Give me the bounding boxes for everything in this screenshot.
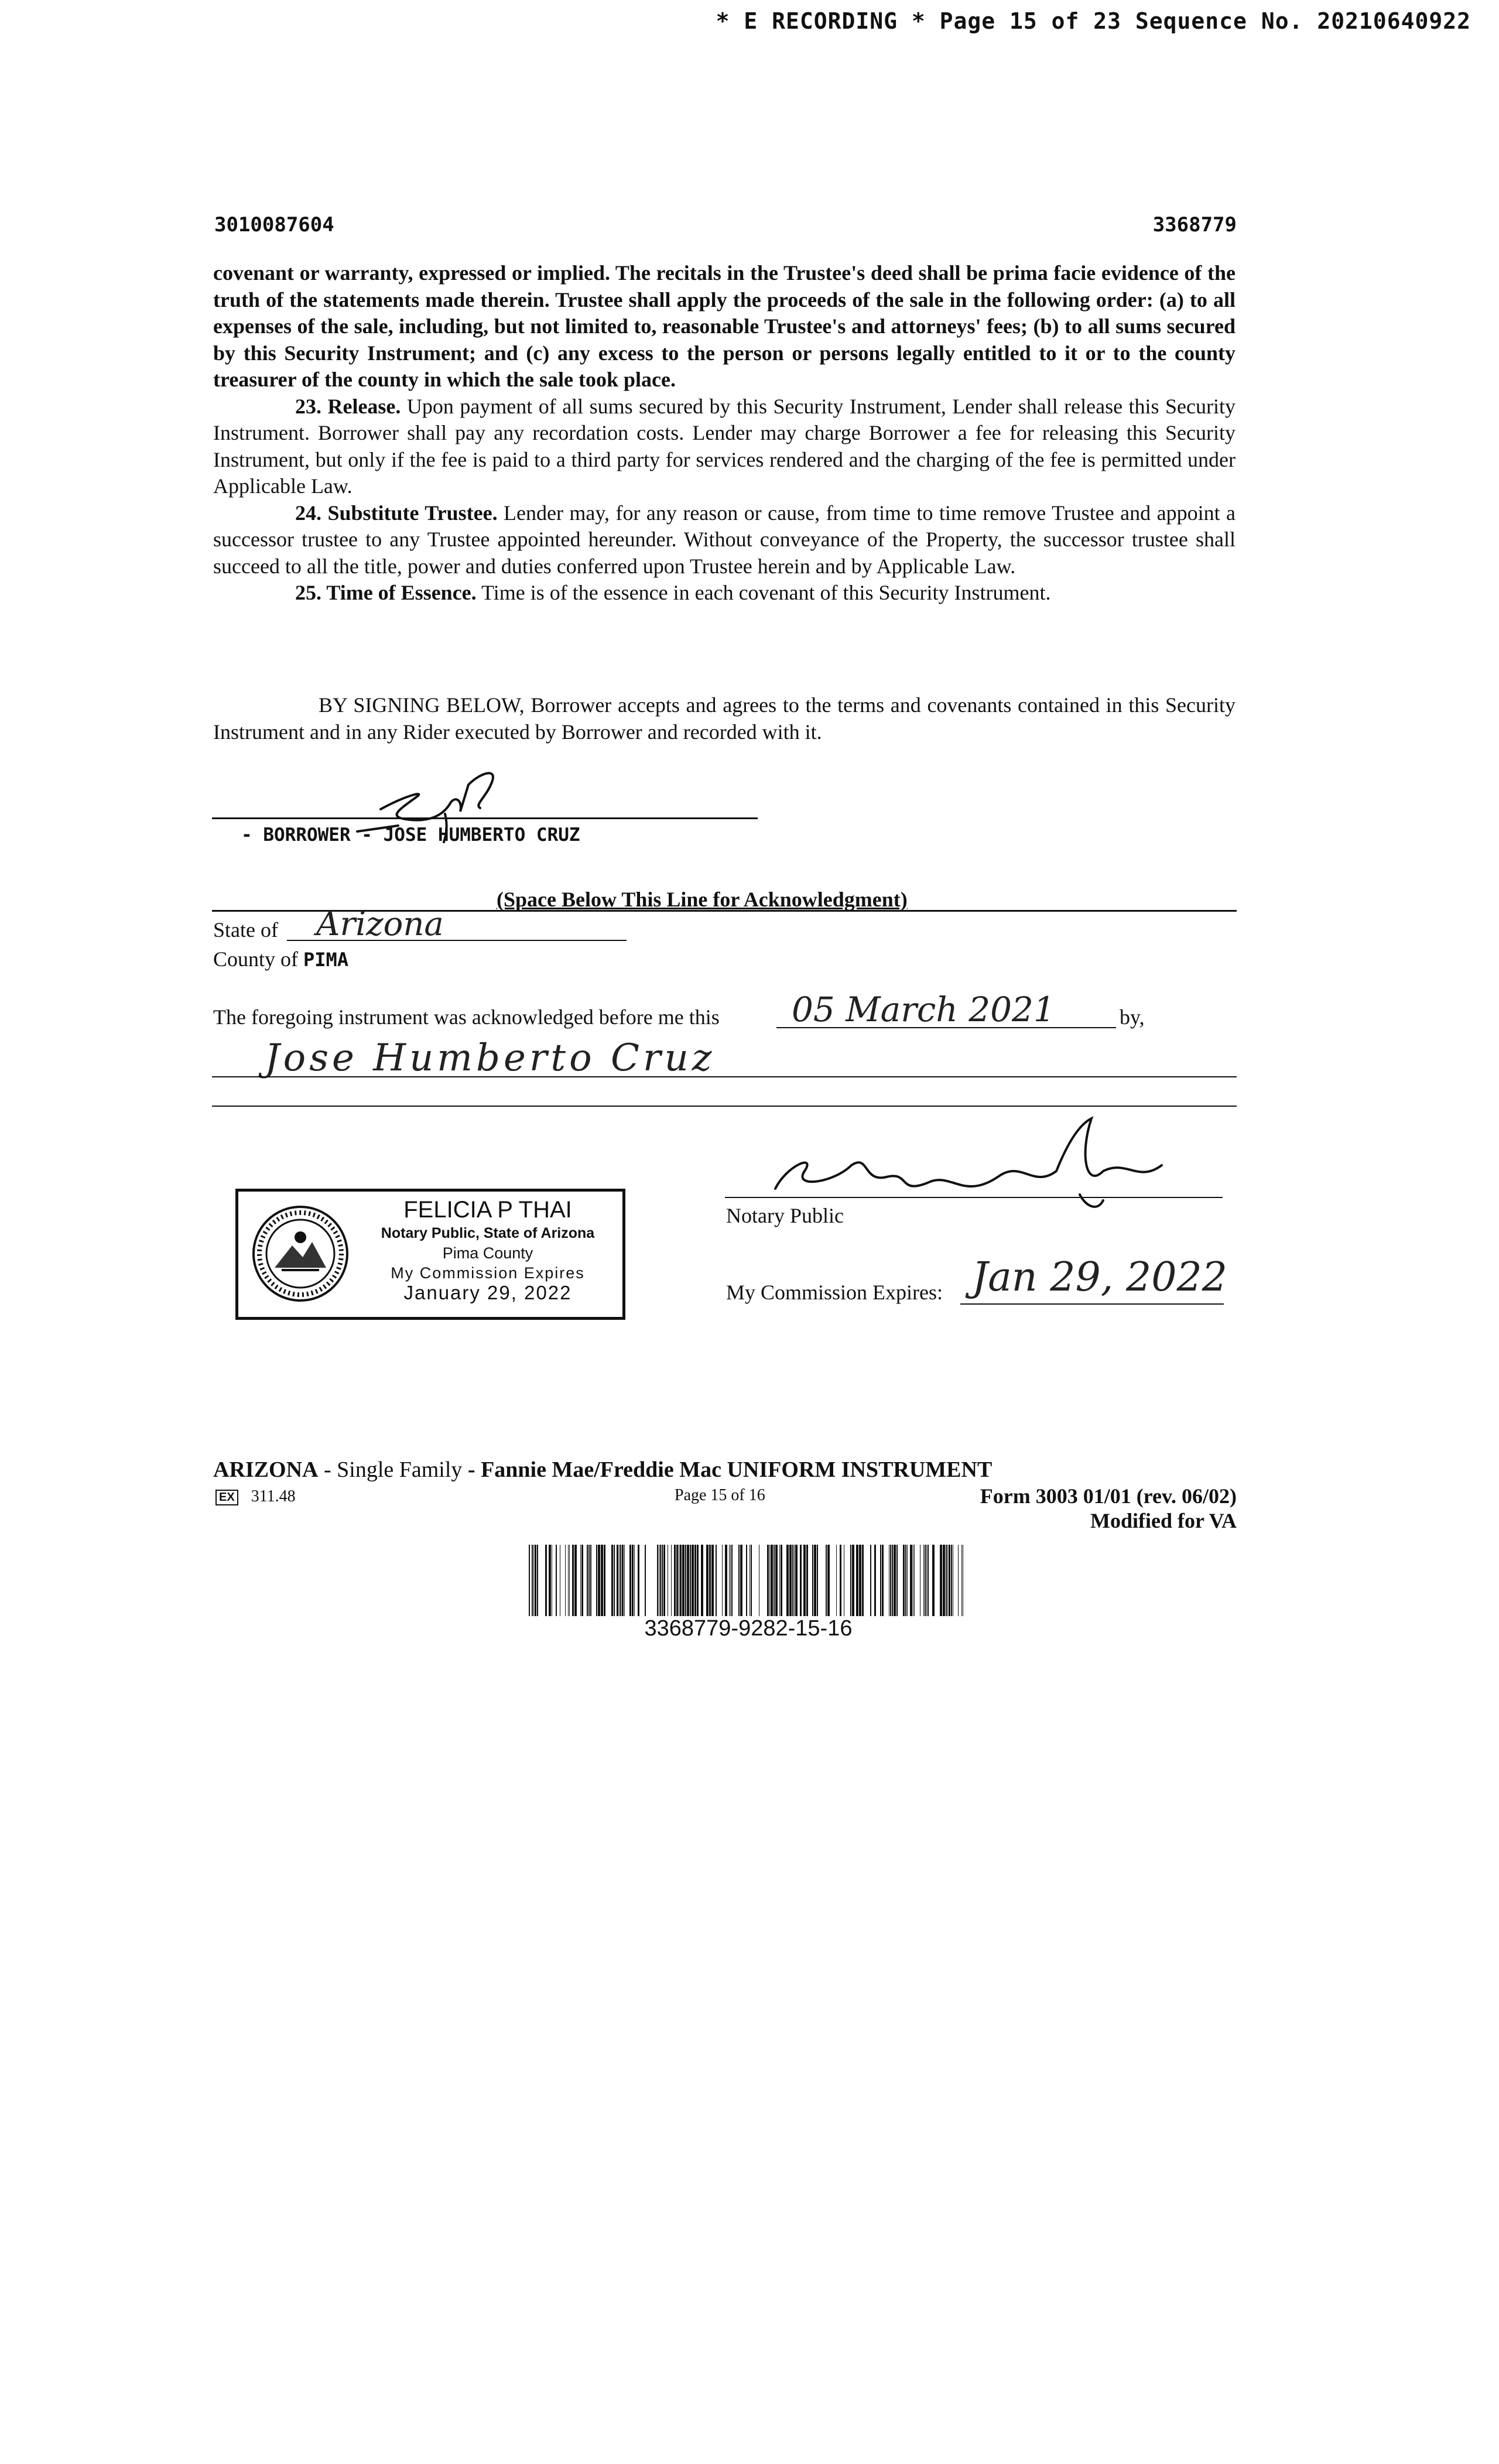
barcode-bar: [949, 1545, 950, 1616]
barcode-bar: [620, 1545, 621, 1616]
barcode-bar: [905, 1545, 906, 1616]
footer-form: Form 3003 01/01 (rev. 06/02): [980, 1484, 1237, 1508]
barcode-bar: [947, 1545, 948, 1616]
barcode-bar: [786, 1545, 789, 1616]
barcode-bar: [549, 1545, 551, 1616]
barcode-bar: [535, 1545, 536, 1616]
barcode-bar: [690, 1545, 691, 1616]
barcode-bar: [914, 1545, 915, 1616]
barcode-bar: [746, 1545, 747, 1616]
barcode-bar: [862, 1545, 864, 1616]
county-value: PIMA: [303, 949, 349, 971]
barcode-bar: [611, 1545, 613, 1616]
form-code-icon: EX: [215, 1490, 238, 1505]
barcode-bar: [874, 1545, 876, 1616]
notary-stamp-text: [353, 1196, 622, 1303]
barcode-bar: [572, 1545, 574, 1616]
barcode-bar: [812, 1545, 813, 1616]
barcode-bar: [806, 1545, 808, 1616]
barcode-bar: [601, 1545, 603, 1616]
paragraph-24-heading: 24. Substitute Trustee.: [295, 501, 498, 525]
barcode: [529, 1545, 968, 1616]
foregoing-label: The foregoing instrument was acknowledged before me this: [213, 1005, 720, 1029]
acknowledgment-date: 05 March 2021: [792, 990, 1055, 1029]
barcode-bar: [826, 1545, 827, 1616]
borrower-signature-line: [212, 817, 758, 819]
county-row: [213, 947, 348, 971]
barcode-bar: [923, 1545, 924, 1616]
notary-public-label: Notary Public: [726, 1204, 844, 1227]
barcode-bar: [660, 1545, 661, 1616]
state-field-line: [287, 940, 627, 941]
barcode-bar: [596, 1545, 597, 1616]
barcode-bar: [657, 1545, 658, 1616]
barcode-bar: [932, 1545, 935, 1616]
barcode-bar: [926, 1545, 927, 1616]
barcode-bar: [836, 1545, 837, 1616]
loan-number-left: 3010087604: [214, 213, 334, 237]
barcode-bar: [951, 1545, 952, 1616]
barcode-bar: [775, 1545, 778, 1616]
barcode-bar: [622, 1545, 624, 1616]
barcode-bar: [781, 1545, 782, 1616]
barcode-bar: [769, 1545, 770, 1616]
barcode-bar: [634, 1545, 635, 1616]
barcode-bar: [892, 1545, 893, 1616]
arizona-seal-icon: [251, 1204, 350, 1303]
barcode-bar: [676, 1545, 678, 1616]
barcode-bar: [545, 1545, 547, 1616]
barcode-bar: [701, 1545, 703, 1616]
barcode-bar: [638, 1545, 639, 1616]
barcode-bar: [771, 1545, 773, 1616]
barcode-bar: [859, 1545, 861, 1616]
barcode-bar: [685, 1545, 686, 1616]
barcode-bar: [645, 1545, 646, 1616]
barcode-bar: [532, 1545, 533, 1616]
signing-statement: [213, 692, 1236, 745]
paragraph-25-text: Time is of the essence in each covenant of this Security Instrument.: [476, 581, 1051, 604]
barcode-bar: [817, 1545, 818, 1616]
paragraph-23-text: Upon payment of all sums secured by this Security Instrument, Lender shall release this Security Instrument. Borrower shall pay any recordation costs. Lender may charge Borrower a fee for releasing this Security Instrument, but only if the fee is paid to a third party for services rendered and the charging of the fee is permitted under Applicable Law.: [213, 394, 1236, 498]
footer-separator-1: -: [318, 1457, 337, 1482]
barcode-bar: [632, 1545, 634, 1616]
barcode-bar: [629, 1545, 631, 1616]
barcode-bar: [581, 1545, 583, 1616]
barcode-bar: [556, 1545, 557, 1616]
name-field-line-1: [212, 1076, 1237, 1077]
barcode-bar: [894, 1545, 896, 1616]
by-label: by,: [1120, 1005, 1145, 1029]
recording-header: * E RECORDING * Page 15 of 23 Sequence No. 20210640922: [716, 8, 1471, 34]
barcode-bar: [803, 1545, 806, 1616]
footer-instrument: Fannie Mae/Freddie Mac UNIFORM INSTRUMENT: [481, 1457, 993, 1482]
footer-form-number: [980, 1484, 1237, 1533]
notary-stamp-line-4: January 29, 2022: [403, 1282, 572, 1303]
notary-stamp-line-1: Notary Public, State of Arizona: [381, 1225, 595, 1241]
barcode-bar: [588, 1545, 590, 1616]
barcode-bar: [533, 1545, 534, 1616]
paragraph-24: [213, 500, 1236, 580]
barcode-bar: [800, 1545, 802, 1616]
barcode-bar: [840, 1545, 841, 1616]
acknowledged-name: Jose Humberto Cruz: [265, 1036, 716, 1080]
barcode-bar: [958, 1545, 959, 1616]
barcode-text: 3368779-9282-15-16: [644, 1616, 853, 1641]
barcode-bar: [730, 1545, 731, 1616]
barcode-bar: [671, 1545, 672, 1616]
body-text: [213, 260, 1236, 607]
barcode-bar: [738, 1545, 740, 1616]
barcode-bar: [731, 1545, 733, 1616]
barcode-bar: [870, 1545, 871, 1616]
barcode-bar: [709, 1545, 711, 1616]
barcode-bar: [767, 1545, 769, 1616]
signing-statement-text: BY SIGNING BELOW, Borrower accepts and agrees to the terms and covenants contained in this Security Instrument and in any Rider executed by Borrower and recorded with it.: [213, 693, 1236, 744]
barcode-bar: [619, 1545, 620, 1616]
barcode-bar: [961, 1545, 962, 1616]
barcode-bar: [694, 1545, 696, 1616]
barcode-bar: [880, 1545, 881, 1616]
commission-expires-value: Jan 29, 2022: [972, 1254, 1228, 1301]
barcode-bar: [852, 1545, 854, 1616]
footer-code: 311.48: [251, 1487, 296, 1505]
barcode-bar: [569, 1545, 570, 1616]
notary-stamp: [235, 1189, 625, 1320]
barcode-bar: [940, 1545, 942, 1616]
borrower-label: - BORROWER - JOSE HUMBERTO CRUZ: [241, 824, 580, 846]
footer-form-title: [213, 1457, 992, 1483]
barcode-bar: [910, 1545, 912, 1616]
notary-signature-line: [725, 1197, 1223, 1198]
state-label: State of: [213, 918, 278, 942]
paragraph-22-continuation: covenant or warranty, expressed or implied. The recitals in the Trustee's deed shall be prima facie evidence of the truth of the statements made therein. Trustee shall apply the proceeds of the sale in the following order: (a) to all expenses of the sale, including, but not limited to, reasonable Trustee's and attorneys' fees; (b) to all sums secured by this Security Instrument; and (c) any excess to the person or persons legally entitled to it or to the county treasurer of the county in which the sale took place.: [213, 261, 1236, 391]
barcode-bar: [774, 1545, 775, 1616]
barcode-bar: [779, 1545, 780, 1616]
barcode-bar: [725, 1545, 727, 1616]
barcode-bar: [814, 1545, 816, 1616]
barcode-bar: [943, 1545, 945, 1616]
paragraph-23: [213, 393, 1236, 500]
acknowledgment-heading: (Space Below This Line for Acknowledgment): [497, 888, 908, 911]
loan-number-right: 3368779: [1152, 213, 1237, 237]
barcode-bar: [574, 1545, 577, 1616]
barcode-bar: [789, 1545, 792, 1616]
notary-stamp-line-3: My Commission Expires: [391, 1264, 585, 1282]
barcode-bar: [907, 1545, 908, 1616]
barcode-bar: [925, 1545, 926, 1616]
barcode-bar: [687, 1545, 689, 1616]
barcode-bar: [617, 1545, 618, 1616]
date-field-line: [776, 1027, 1116, 1028]
barcode-bar: [792, 1545, 793, 1616]
barcode-bar: [587, 1545, 588, 1616]
footer-family: Single Family: [337, 1457, 463, 1482]
barcode-bar: [751, 1545, 752, 1616]
paragraph-25-heading: 25. Time of Essence.: [295, 581, 477, 604]
barcode-bar: [827, 1545, 830, 1616]
barcode-bar: [604, 1545, 605, 1616]
paragraph-23-heading: 23. Release.: [295, 394, 401, 418]
barcode-bar: [795, 1545, 798, 1616]
footer-separator-2: -: [462, 1457, 481, 1482]
barcode-bar: [537, 1545, 538, 1616]
barcode-bar: [568, 1545, 569, 1616]
barcode-bar: [614, 1545, 615, 1616]
barcode-bar: [590, 1545, 591, 1616]
commission-field-line: [960, 1303, 1224, 1305]
paragraph-25: [213, 580, 1236, 607]
barcode-bar: [896, 1545, 898, 1616]
barcode-bar: [850, 1545, 851, 1616]
barcode-bar: [529, 1545, 530, 1616]
barcode-bar: [680, 1545, 682, 1616]
barcode-bar: [928, 1545, 929, 1616]
state-value: Arizona: [316, 905, 444, 943]
barcode-bar: [722, 1545, 723, 1616]
footer-code-row: [215, 1487, 296, 1506]
barcode-bar: [624, 1545, 625, 1616]
barcode-bar: [580, 1545, 581, 1616]
barcode-bar: [711, 1545, 714, 1616]
notary-name: FELICIA P THAI: [403, 1197, 572, 1223]
barcode-bar: [946, 1545, 947, 1616]
barcode-bar: [740, 1545, 742, 1616]
barcode-bar: [794, 1545, 795, 1616]
barcode-bar: [692, 1545, 694, 1616]
barcode-bar: [663, 1545, 665, 1616]
barcode-bar: [682, 1545, 685, 1616]
barcode-bar: [890, 1545, 891, 1616]
paragraph-24-text: Lender may, for any reason or cause, from time to time remove Trustee and appoint a successor trustee to any Trustee appointed hereunder. Without conveyance of the Property, the successor trustee shall succeed to all the title, power and duties conferred upon Trustee herein and by Applicable Law.: [213, 501, 1236, 578]
footer-page: Page 15 of 16: [675, 1486, 765, 1504]
barcode-bar: [856, 1545, 858, 1616]
notary-stamp-line-2: Pima County: [442, 1244, 533, 1262]
barcode-bar: [674, 1545, 676, 1616]
barcode-bar: [882, 1545, 884, 1616]
barcode-bar: [662, 1545, 663, 1616]
barcode-bar: [729, 1545, 730, 1616]
barcode-bar: [697, 1545, 699, 1616]
barcode-bar: [706, 1545, 709, 1616]
county-label: County of: [213, 947, 299, 971]
barcode-bar: [716, 1545, 717, 1616]
barcode-bar: [598, 1545, 600, 1616]
commission-expires-label: My Commission Expires:: [726, 1281, 943, 1304]
barcode-bar: [565, 1545, 566, 1616]
footer-modified: Modified for VA: [1090, 1509, 1237, 1532]
barcode-bar: [903, 1545, 905, 1616]
footer-state: ARIZONA: [213, 1457, 319, 1482]
